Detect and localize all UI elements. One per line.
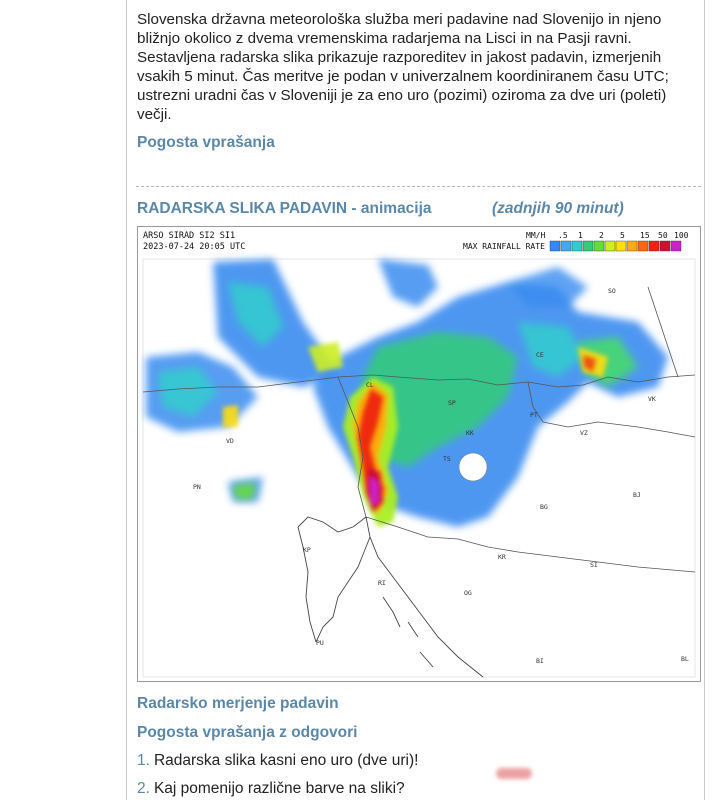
scale-value: 15 [640, 231, 650, 240]
section-divider [136, 186, 701, 187]
scale-swatch [616, 241, 626, 251]
scale-swatch [649, 241, 659, 251]
radar-unit-label: MM/H [526, 231, 546, 240]
city-label: VD [226, 437, 234, 445]
scale-swatch [594, 241, 604, 251]
scale-value: .5 [558, 231, 568, 240]
faq-item-text: Kaj pomenijo različne barve na sliki? [153, 780, 405, 797]
scale-swatch [561, 241, 571, 251]
city-label: KP [303, 546, 311, 554]
city-label: PT [530, 411, 538, 419]
redaction-mark [496, 768, 532, 779]
scale-swatch [660, 241, 670, 251]
scale-swatch [572, 241, 582, 251]
city-label: BG [540, 503, 548, 511]
city-label: KR [498, 553, 506, 561]
radar-timestamp: 2023-07-24 20:05 UTC [143, 242, 246, 252]
city-label: SP [448, 399, 456, 407]
faq-item-number: 1. [137, 752, 150, 769]
scale-value: 100 [674, 231, 689, 240]
scale-value: 1 [578, 231, 583, 240]
faq-item[interactable] [137, 752, 418, 770]
city-label: PU [316, 639, 324, 647]
scale-swatch [605, 241, 615, 251]
city-label: SO [608, 287, 616, 295]
radar-source-label: ARSO SIRAD SI2 SI1 [143, 231, 236, 241]
scale-value: 50 [658, 231, 668, 240]
city-label: BJ [633, 491, 641, 499]
content-frame-left-border [126, 0, 127, 800]
city-label: KK [466, 429, 474, 437]
radar-range-marker [459, 453, 487, 481]
city-label: VK [648, 395, 656, 403]
city-label: TS [443, 455, 451, 463]
radar-max-label: MAX RAINFALL RATE [463, 242, 545, 251]
city-label: RI [378, 579, 386, 587]
scale-value: 2 [599, 231, 604, 240]
scale-swatch [638, 241, 648, 251]
faq-item-text: Radarska slika kasni eno uro (dve uri)! [153, 752, 419, 769]
radar-section-subheading: (zadnjih 90 minut) [492, 200, 624, 217]
faq-heading: Pogosta vprašanja z odgovori [137, 724, 358, 741]
intro-paragraph: Slovenska državna meteorološka služba meri padavine nad Slovenijo in njeno bližnjo okolico z dvema vremenskima radarjema na Lisci in na Pasji ravni. Sestavljena radarska slika prikazuje razporeditev in jakost padavin, izmerjenih vsakih 5 minut. Čas meritve je podan v univerzalnem koordiniranem času UTC; ustrezni uradni čas v Sloveniji je za eno uro (pozimi) oziroma za dve uri (poleti) večji. [137, 11, 669, 123]
city-label: OG [464, 589, 472, 597]
radar-animation-image[interactable] [137, 226, 701, 682]
city-label: PN [193, 483, 201, 491]
map-area [143, 259, 695, 677]
scale-swatch [583, 241, 593, 251]
scale-swatch [550, 241, 560, 251]
faq-item-number: 2. [137, 780, 150, 797]
radar-map [138, 227, 700, 681]
content-frame-right-border [704, 0, 705, 800]
city-label: SI [590, 561, 598, 569]
city-label: VZ [580, 429, 588, 437]
radar-section-heading: RADARSKA SLIKA PADAVIN - animacija [137, 200, 432, 217]
city-label: BL [681, 655, 689, 663]
scale-swatch [627, 241, 637, 251]
measurement-heading[interactable]: Radarsko merjenje padavin [137, 695, 339, 712]
city-label: CE [536, 351, 544, 359]
scale-swatch [671, 241, 681, 251]
scale-value: 5 [620, 231, 625, 240]
city-label: CL [366, 381, 374, 389]
faq-link[interactable]: Pogosta vprašanja [137, 134, 275, 151]
city-label: BI [536, 657, 544, 665]
faq-item[interactable] [137, 780, 405, 798]
